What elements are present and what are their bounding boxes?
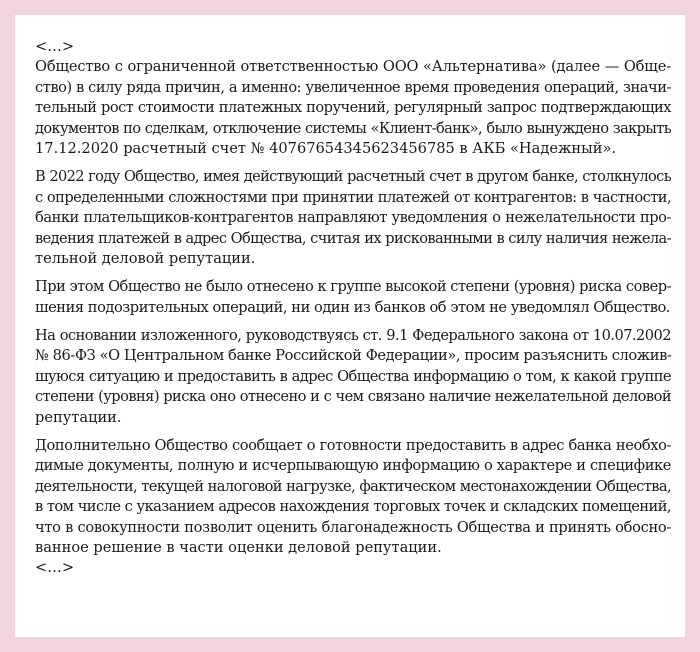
paragraph-line: в том числе с указанием адресов нахождения торговых точек и складских помещений, xyxy=(35,498,671,516)
paragraph-line: На основании изложенного, руководствуясь ст. 9.1 Федерального закона от 10.07.2002 xyxy=(35,327,671,345)
paragraph-line: При этом Общество не было отнесено к группе высокой степени (уровня) риска совер- xyxy=(35,278,671,296)
paragraph-line: шения подозрительных операций, ни один из банков об этом не уведомлял Общество. xyxy=(35,298,671,316)
paragraph-4 xyxy=(35,326,671,428)
letter-excerpt xyxy=(15,15,685,637)
paragraph-line: 17.12.2020 расчетный счет № 40767654345623456785 в АКБ «Надежный». xyxy=(35,139,617,157)
paragraph-line: ство) в силу ряда причин, а именно: увеличенное время проведения операций, значи- xyxy=(35,78,671,96)
paragraph-line: ведения платежей в адрес Общества, считая их рискованными в силу наличия нежела- xyxy=(35,229,671,247)
paragraph-line: № 86-ФЗ «О Центральном банке Российской Федерации», просим разъяснить сложив- xyxy=(35,347,672,365)
paragraph-2 xyxy=(35,167,671,269)
ellipsis-top: <…> xyxy=(35,38,75,55)
paragraph-line: деятельности, текущей налоговой нагрузке, фактическом местонахождении Общества, xyxy=(35,477,671,495)
paragraph-line: с определенными сложностями при принятии платежей от контрагентов: в частности, xyxy=(35,188,671,206)
paragraph-line: репутации. xyxy=(35,408,122,426)
ellipsis-bottom: <…> xyxy=(35,559,75,577)
paragraph-line: банки плательщиков-контрагентов направляют уведомления о нежелательности про- xyxy=(35,209,671,227)
paragraph-1 xyxy=(35,57,671,159)
paragraph-line: что в совокупности позволит оценить благонадежность Общества и принять обосно- xyxy=(35,518,671,536)
paragraph-3 xyxy=(35,277,671,318)
paragraph-line: документов по сделкам, отключение системы «Клиент-банк», было вынуждено закрыть xyxy=(35,119,671,137)
paragraph-line: ванное решение в части оценки деловой репутации. xyxy=(35,538,442,556)
paragraph-line: Общество с ограниченной ответственностью ООО «Альтернатива» (далее — Обще- xyxy=(35,58,671,76)
paragraph-line: тельной деловой репутации. xyxy=(35,249,256,267)
paragraph-line: димые документы, полную и исчерпывающую информацию о характере и специфике xyxy=(35,457,671,475)
paragraph-line: тельный рост стоимости платежных поручений, регулярный запрос подтверждающих xyxy=(35,99,671,117)
paragraph-line: степени (уровня) риска оно отнесено и с чем связано наличие нежелательной деловой xyxy=(35,388,671,406)
paragraph-line: Дополнительно Общество сообщает о готовности предоставить в адрес банка необхо- xyxy=(35,437,671,455)
paragraph-line: шуюся ситуацию и предоставить в адрес Общества информацию о том, к какой группе xyxy=(35,367,671,385)
paragraph-5 xyxy=(35,436,671,558)
paragraph-line: В 2022 году Общество, имея действующий расчетный счет в другом банке, столкнулось xyxy=(35,168,671,186)
